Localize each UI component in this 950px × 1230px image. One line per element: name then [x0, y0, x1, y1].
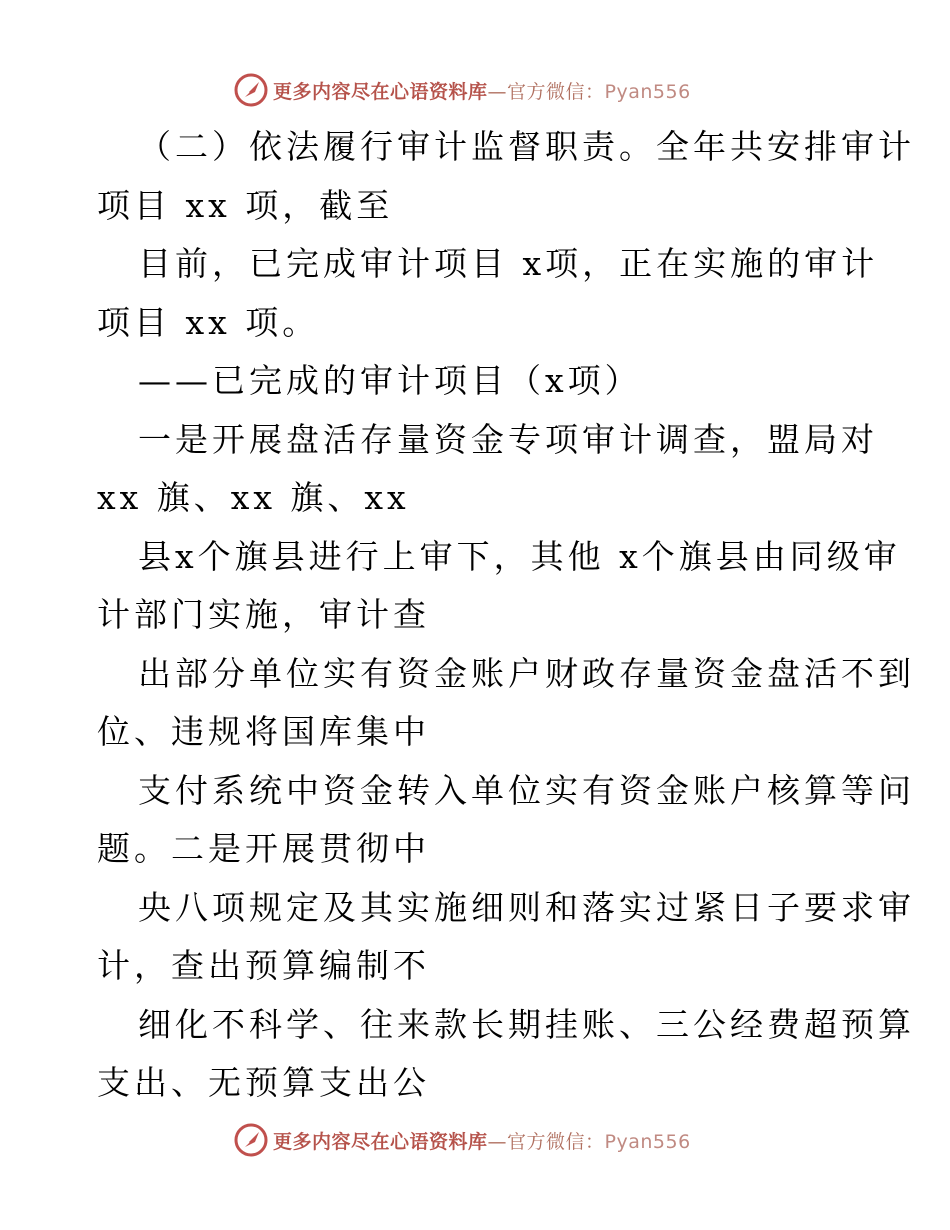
text-line: 项目 xx 项，截至	[97, 186, 394, 225]
watermark-brand: 更多内容尽在心语资料库	[273, 1130, 488, 1153]
watermark-account: Pyan556	[604, 80, 691, 103]
footer-watermark	[233, 1122, 691, 1158]
quill-logo-icon	[233, 72, 269, 108]
watermark-separator: —	[487, 80, 508, 103]
text-line: 题。二是开展贯彻中	[97, 829, 430, 868]
quill-logo-icon	[233, 1122, 269, 1158]
text-line: 支出、无预算支出公	[97, 1063, 430, 1102]
text-line: 央八项规定及其实施细则和落实过紧日子要求审	[138, 888, 915, 927]
text-line: 一是开展盘活存量资金专项审计调查，盟局对	[138, 420, 878, 459]
text-line: ——已完成的审计项目（x项）	[138, 361, 642, 400]
text-line: xx 旗、xx 旗、xx	[97, 478, 410, 517]
watermark-account: Pyan556	[604, 1130, 691, 1153]
text-line: （二）依法履行审计监督职责。全年共安排审计	[138, 127, 915, 166]
watermark-brand: 更多内容尽在心语资料库	[273, 80, 488, 103]
text-line: 项目 xx 项。	[97, 303, 320, 342]
watermark-separator: —	[487, 1130, 508, 1153]
text-line: 位、违规将国库集中	[97, 712, 430, 751]
header-watermark	[233, 72, 691, 108]
text-line: 支付系统中资金转入单位实有资金账户核算等问	[138, 771, 915, 810]
watermark-label: 官方微信：	[507, 80, 605, 103]
watermark-text	[273, 77, 691, 104]
watermark-text	[273, 1127, 691, 1154]
text-line: 计部门实施，审计查	[97, 595, 430, 634]
watermark-label: 官方微信：	[507, 1130, 605, 1153]
text-line: 细化不科学、往来款长期挂账、三公经费超预算	[138, 1005, 915, 1044]
text-line: 县x个旗县进行上审下，其他 x个旗县由同级审	[138, 537, 901, 576]
text-line: 目前，已完成审计项目 x项，正在实施的审计	[138, 244, 879, 283]
text-line: 计，查出预算编制不	[97, 946, 430, 985]
text-line: 出部分单位实有资金账户财政存量资金盘活不到	[138, 654, 915, 693]
